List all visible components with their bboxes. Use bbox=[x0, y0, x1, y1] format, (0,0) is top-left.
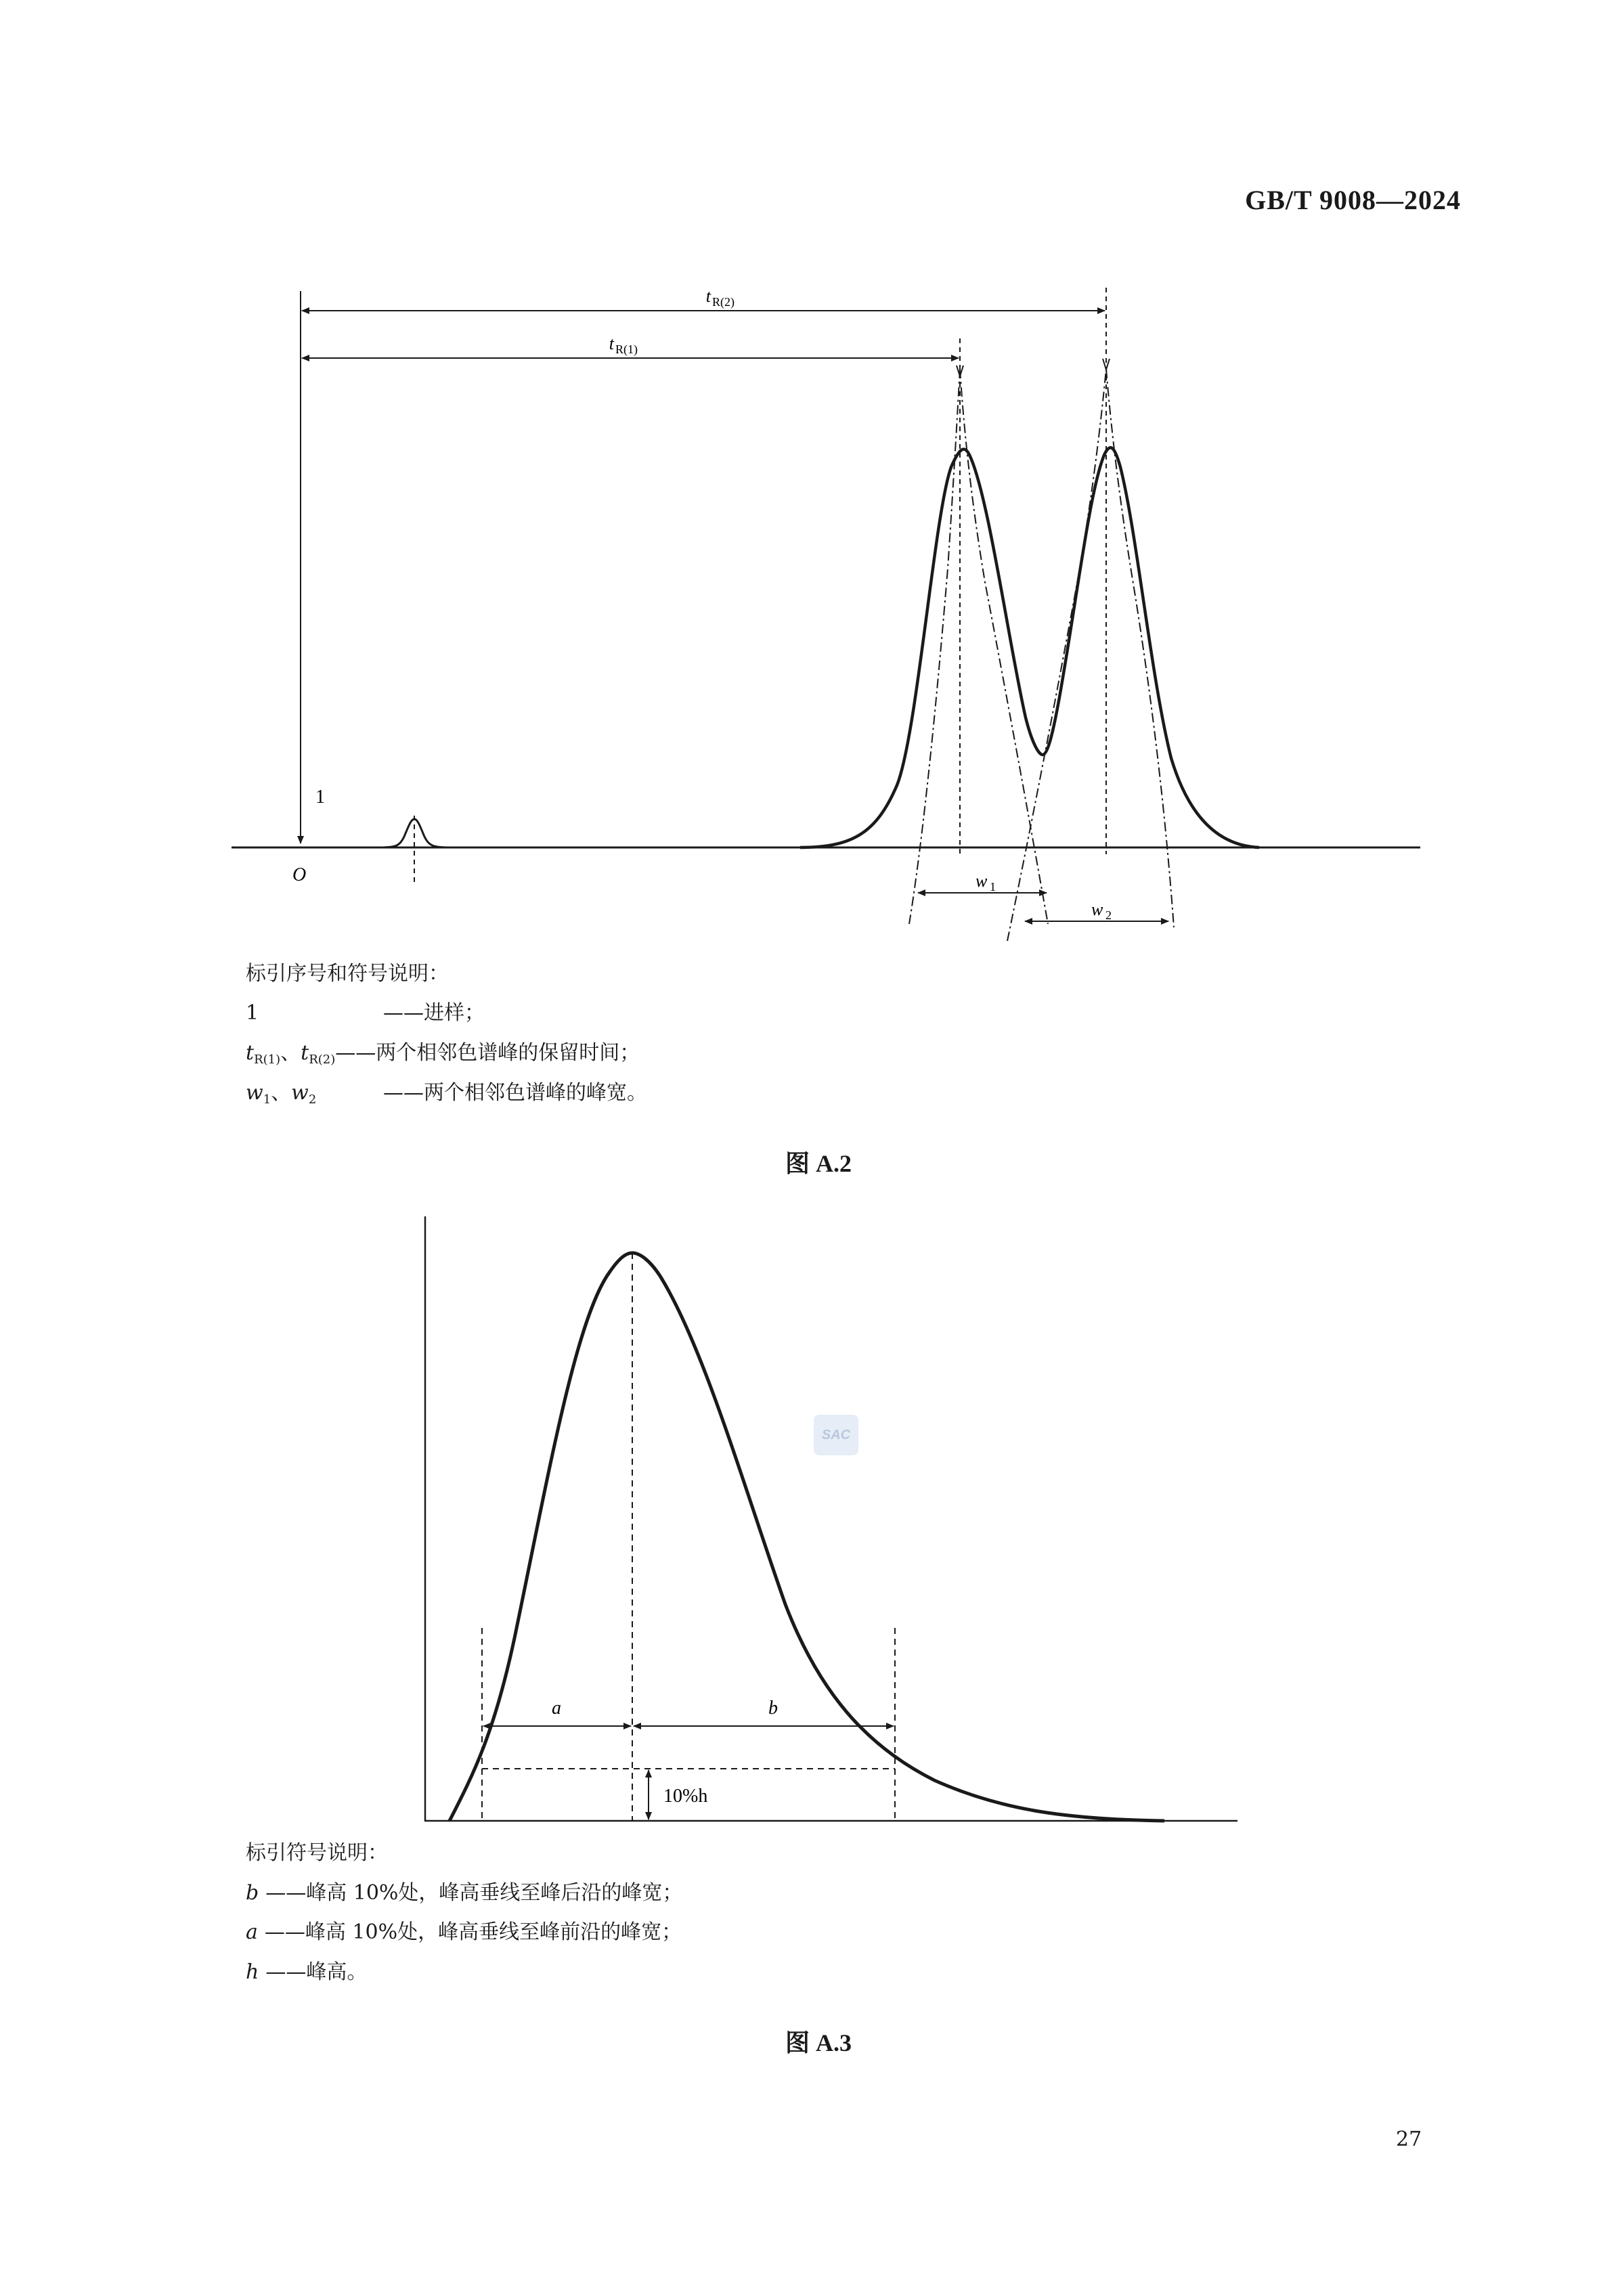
a-label: a bbox=[552, 1698, 561, 1719]
tR1-label: t bbox=[609, 334, 614, 353]
svg-text:R(2): R(2) bbox=[712, 295, 735, 309]
w1-label: w bbox=[976, 871, 988, 891]
peak1-tangent-left bbox=[909, 369, 960, 924]
injection-label: 1 bbox=[315, 787, 325, 808]
svg-text:2: 2 bbox=[1105, 908, 1112, 922]
figure-a3-legend-item-b: b ——峰高 10%处，峰高垂线至峰后沿的峰宽； bbox=[246, 1881, 683, 1905]
w2-label: w bbox=[1091, 900, 1103, 919]
ten-percent-h-label: 10%h bbox=[663, 1786, 708, 1807]
figure-a2-legend-item-1: 1 ——进样； bbox=[246, 1001, 485, 1025]
sac-watermark: SAC bbox=[814, 1415, 858, 1455]
figure-a3-legend-item-a: a ——峰高 10%处，峰高垂线至峰前沿的峰宽； bbox=[246, 1920, 682, 1944]
standard-code: GB/T 9008—2024 bbox=[1245, 185, 1461, 215]
figure-a2-legend-item-2: $t_{R(1)}$、$t_{R(2)}——$两个相邻色谱峰的保留时间； bbox=[246, 1041, 640, 1067]
svg-text:R(1): R(1) bbox=[615, 343, 638, 356]
origin-label: O bbox=[292, 864, 307, 885]
figure-a3-caption: 图 A.3 bbox=[785, 2029, 852, 2056]
asymmetric-peak-curve bbox=[450, 1253, 1164, 1821]
figure-a3-legend-item-h: h ——峰高。 bbox=[246, 1960, 368, 1984]
peak1-tangent-right bbox=[960, 369, 1048, 924]
figure-a2-diagram bbox=[0, 0, 1622, 961]
figure-a2-legend-item-3: $w_1$、$w_2$ ——两个相邻色谱峰的峰宽。 bbox=[246, 1081, 647, 1107]
b-label: b bbox=[768, 1698, 778, 1719]
svg-text:1: 1 bbox=[990, 880, 996, 893]
figure-a2-legend-title: 标引序号和符号说明： bbox=[246, 962, 449, 986]
double-peak-curve bbox=[800, 447, 1259, 847]
tR2-label: t bbox=[705, 286, 711, 306]
figure-a3-diagram bbox=[0, 1191, 1622, 1841]
peak2-tangent-left bbox=[1007, 369, 1106, 941]
figure-a3-legend-title: 标引符号说明： bbox=[246, 1841, 388, 1865]
figure-a2-caption: 图 A.2 bbox=[785, 1150, 852, 1177]
page-number: 27 bbox=[1396, 2127, 1422, 2151]
